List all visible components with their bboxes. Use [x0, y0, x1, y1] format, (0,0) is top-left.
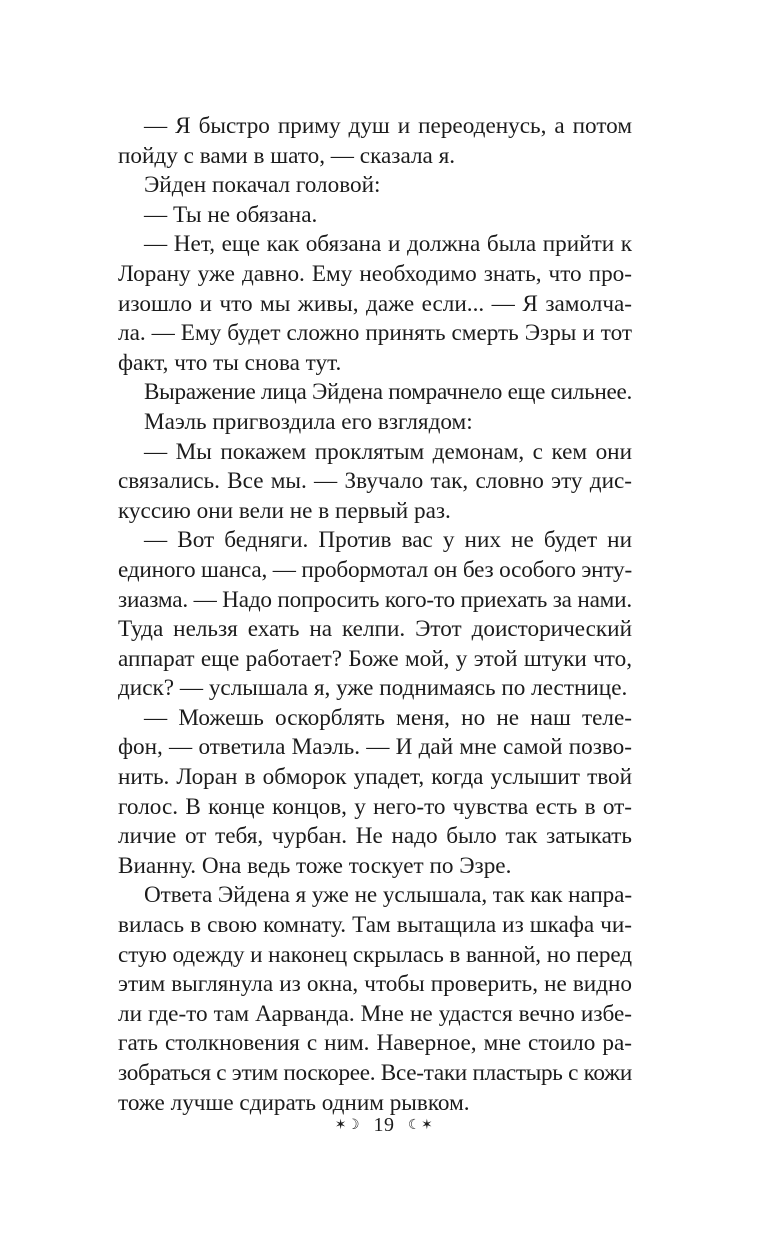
text-line: — Мы покажем проклятым демонам, с кем они: [144, 438, 632, 465]
text-line: факт, что ты снова тут.: [118, 349, 342, 376]
text-line: вилась в свою комнату. Там вытащила из шкафа чи-: [118, 912, 632, 939]
text-line: ли где-то там Аарванда. Мне не удастся вечно избе-: [118, 1000, 632, 1027]
text-line: — Ты не обязана.: [144, 201, 318, 228]
text-line: единого шанса, — пробормотал он без особого энту-: [118, 556, 632, 583]
text-line: зобраться с этим поскорее. Все-таки пластырь с кожи: [118, 1060, 632, 1086]
text-line: нить. Лоран в обморок упадет, когда услышит твой: [118, 764, 632, 791]
text-line: изошло и что мы живы, даже если... — Я замолча-: [118, 290, 632, 317]
text-line: — Я быстро приму душ и переоденусь, а потом: [144, 113, 632, 139]
text-line: — Можешь оскорблять меня, но не наш теле-: [144, 704, 632, 731]
text-line: диск? — услышала я, уже поднимаясь по лестнице.: [118, 675, 628, 702]
text-line: аппарат еще работает? Боже мой, у этой штуки что,: [118, 645, 632, 672]
text-line: Эйден покачал головой:: [144, 172, 381, 199]
page-footer: [0, 1112, 768, 1137]
text-line: — Вот бедняги. Против вас у них не будет ни: [144, 527, 632, 554]
text-line: личие от тебя, чурбан. Не надо было так затыкать: [118, 823, 632, 850]
text-line: фон, — ответила Маэль. — И дай мне самой позво-: [118, 734, 632, 761]
text-line: — Нет, еще как обязана и должна была прийти к: [144, 231, 632, 258]
moon-star-ornament-right-icon: ☾✶: [408, 1117, 434, 1134]
text-line: связались. Все мы. — Звучало так, словно эту дис-: [118, 468, 632, 495]
text-line: тоже лучше сдирать одним рывком.: [118, 1089, 470, 1116]
text-line: этим выглянула из окна, чтобы проверить, не видно: [118, 971, 632, 998]
text-line: ла. — Ему будет сложно принять смерть Эзры и тот: [118, 320, 632, 347]
text-line: Вианну. Она ведь тоже тоскует по Эзре.: [118, 852, 512, 879]
text-line: Выражение лица Эйдена помрачнело еще сильнее.: [144, 379, 633, 406]
text-line: пойду с вами в шато, — сказала я.: [118, 142, 456, 169]
star-moon-ornament-left-icon: ✶☽: [334, 1117, 360, 1134]
text-line: гать столкновения с ним. Наверное, мне стоило ра-: [118, 1030, 632, 1057]
text-line: куссию они вели не в первый раз.: [118, 497, 451, 524]
page-body: [118, 112, 632, 1118]
text-line: Ответа Эйдена я уже не услышала, так как напра-: [144, 882, 632, 909]
text-line: Туда нельзя ехать на келпи. Этот доисторический: [118, 616, 632, 643]
text-line: зиазма. — Надо попросить кого-то приехать за нами.: [118, 586, 632, 613]
text-line: Маэль пригвоздила его взглядом:: [144, 408, 473, 435]
text-line: Лорану уже давно. Ему необходимо знать, что про-: [118, 260, 632, 287]
text-line: стую одежду и наконец скрылась в ванной, но перед: [118, 941, 633, 968]
page-number: 19: [373, 1114, 395, 1137]
text-line: голос. В конце концов, у него-то чувства есть в от-: [118, 793, 632, 820]
